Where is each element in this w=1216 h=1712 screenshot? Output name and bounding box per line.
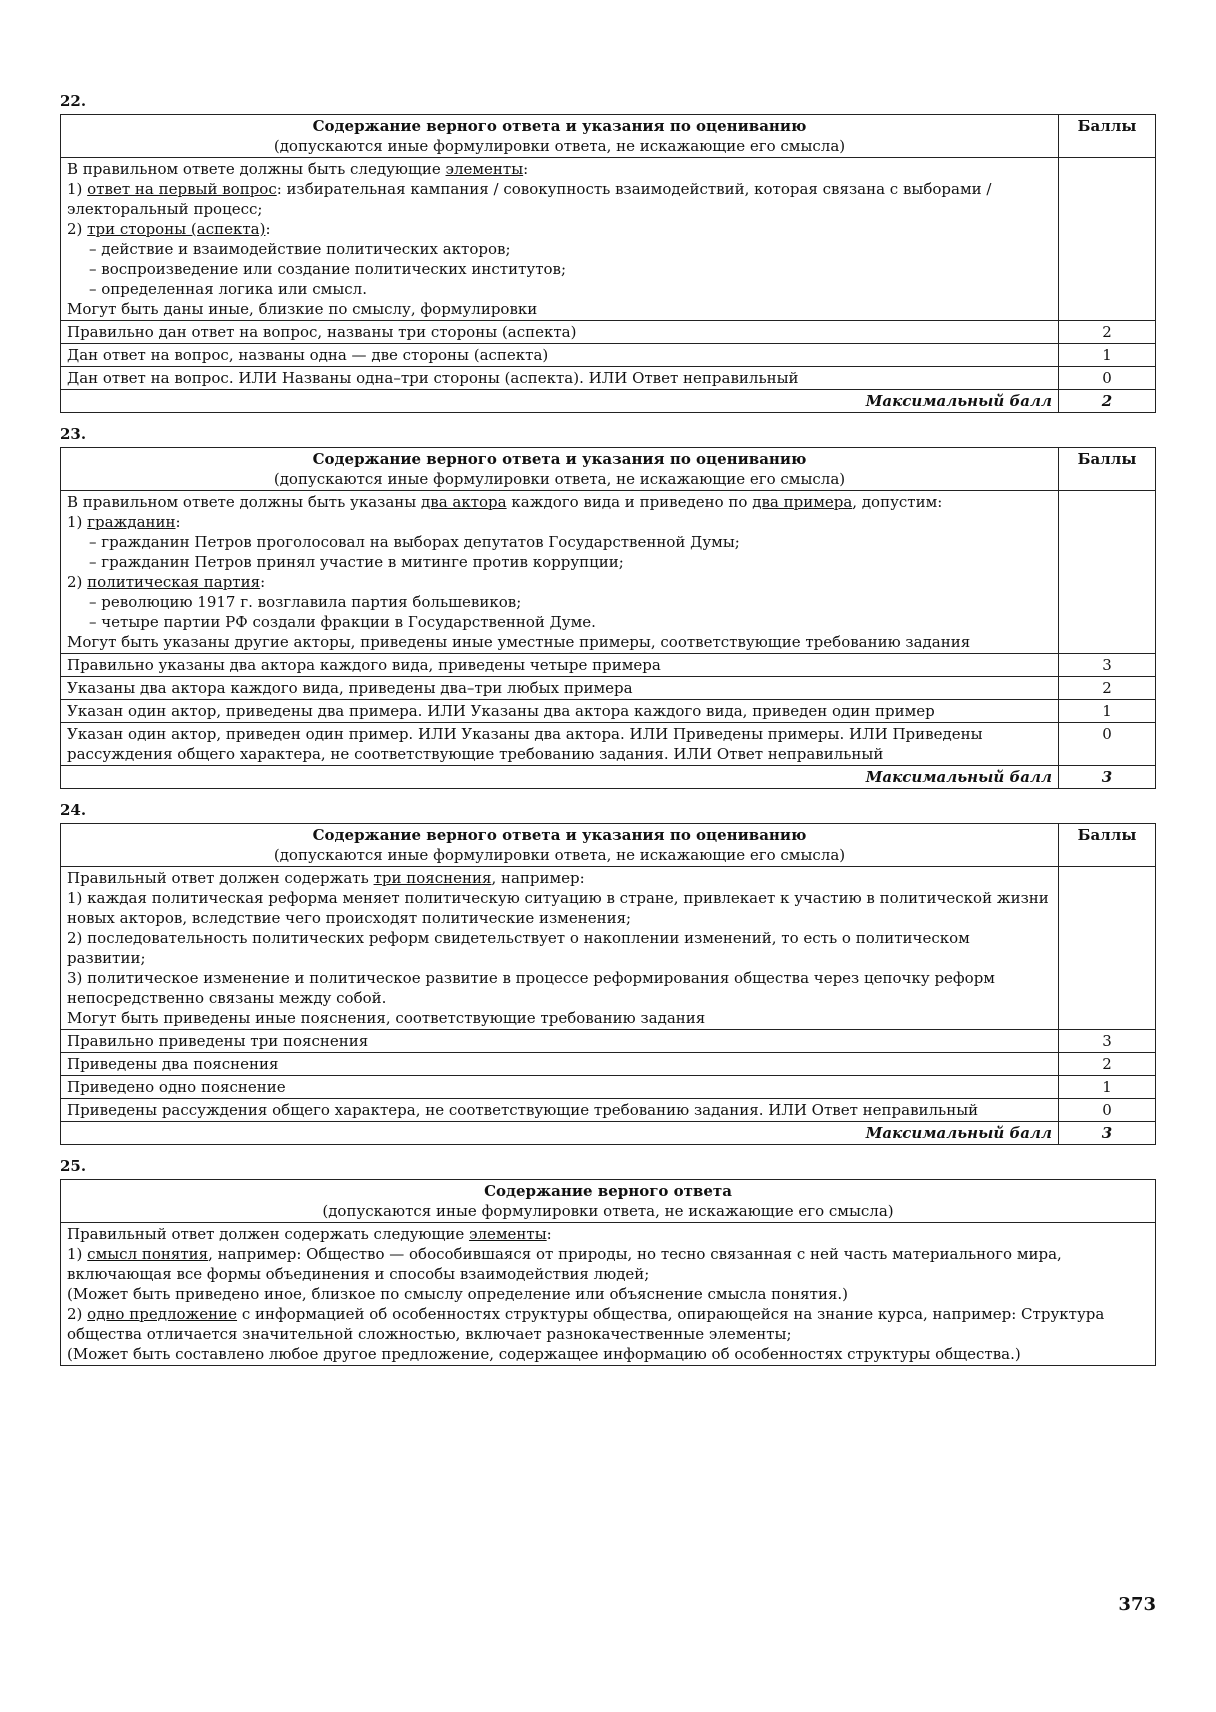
- text: :: [175, 513, 181, 531]
- table-header: [61, 1180, 1156, 1223]
- criterion-text: Указаны два актора каждого вида, приведены два–три любых примера: [61, 677, 1059, 700]
- criterion-score: 0: [1059, 723, 1156, 766]
- max-score-value: 3: [1059, 766, 1156, 789]
- header-title: Содержание верного ответа и указания по оцениванию: [312, 826, 807, 844]
- criterion-score: 2: [1059, 321, 1156, 344]
- answer-content: [61, 158, 1059, 321]
- score-column-header: Баллы: [1059, 824, 1156, 867]
- max-score-label: Максимальный балл: [61, 766, 1059, 789]
- underlined-text: политическая партия: [87, 573, 261, 591]
- text: с информацией об особенностях структуры общества, опирающейся на знание курса, например: Структура общества отличается значительной сложностью, включает разнокачественные элементы;: [67, 1305, 1105, 1343]
- criterion-score: 3: [1059, 654, 1156, 677]
- criterion-text: Правильно указаны два актора каждого вида, приведены четыре примера: [61, 654, 1059, 677]
- task-23-number: 23.: [60, 425, 87, 443]
- criterion-score: 0: [1059, 367, 1156, 390]
- item-number: 1): [67, 1245, 88, 1263]
- bullet-line: – четыре партии РФ создали фракции в Государственной Думе.: [89, 613, 596, 631]
- bullet-line: – действие и взаимодействие политических акторов;: [89, 240, 511, 258]
- criterion-text: Дан ответ на вопрос, названы одна — две стороны (аспекта): [61, 344, 1059, 367]
- task-25-table: [60, 1179, 1156, 1366]
- task-25-number: 25.: [60, 1157, 87, 1175]
- criterion-score: 2: [1059, 1053, 1156, 1076]
- underlined-text: два примера: [752, 493, 853, 511]
- text: , например: Общество — обособившаяся от природы, но тесно связанная с ней часть материального мира, включающая все формы объединения и способы взаимодействия людей;: [67, 1245, 1062, 1283]
- explanation-line: 1) каждая политическая реформа меняет политическую ситуацию в стране, привлекает к участию в политической жизни новых акторов, вследствие чего происходят политические изменения;: [67, 889, 1049, 927]
- text: :: [546, 1225, 552, 1243]
- max-score-label: Максимальный балл: [61, 1122, 1059, 1145]
- criterion-score: 1: [1059, 344, 1156, 367]
- criterion-text: Дан ответ на вопрос. ИЛИ Названы одна–три стороны (аспекта). ИЛИ Ответ неправильный: [61, 367, 1059, 390]
- text: каждого вида и приведено по: [506, 493, 753, 511]
- task-22-number: 22.: [60, 92, 87, 110]
- empty-score-cell: [1059, 158, 1156, 321]
- underlined-text: элементы: [445, 160, 524, 178]
- underlined-text: три пояснения: [373, 869, 492, 887]
- item-number: 2): [67, 1305, 88, 1323]
- text: :: [265, 220, 271, 238]
- bullet-line: – революцию 1917 г. возглавила партия большевиков;: [89, 593, 522, 611]
- text: В правильном ответе должны быть следующие: [67, 160, 446, 178]
- answer-key-page: [60, 92, 1156, 1378]
- page-number: 373: [1118, 1594, 1156, 1615]
- note-line: (Может быть составлено любое другое предложение, содержащее информацию об особенностях структуры общества.): [67, 1345, 1021, 1363]
- criterion-score: 2: [1059, 677, 1156, 700]
- answer-content: [61, 1223, 1156, 1366]
- criterion-text: Приведены два пояснения: [61, 1053, 1059, 1076]
- header-title: Содержание верного ответа и указания по оцениванию: [312, 450, 807, 468]
- explanation-line: 3) политическое изменение и политическое развитие в процессе реформирования общества через цепочку реформ непосредственно связаны между собой.: [67, 969, 995, 1007]
- bullet-line: – гражданин Петров проголосовал на выборах депутатов Государственной Думы;: [89, 533, 740, 551]
- text: Правильный ответ должен содержать: [67, 869, 374, 887]
- text: , например:: [491, 869, 585, 887]
- max-score-value: 2: [1059, 390, 1156, 413]
- empty-score-cell: [1059, 491, 1156, 654]
- criterion-text: Указан один актор, приведен один пример. ИЛИ Указаны два актора. ИЛИ Приведены примеры. ИЛИ Приведены рассуждения общего характера, не соответствующие требованию задания. ИЛИ Ответ неправильный: [61, 723, 1059, 766]
- text: : избирательная кампания / совокупность взаимодействий, которая связана с выборами / электоральный процесс;: [67, 180, 992, 218]
- answer-content: [61, 867, 1059, 1030]
- bullet-line: – воспроизведение или создание политических институтов;: [89, 260, 567, 278]
- table-header: [61, 448, 1059, 491]
- header-title: Содержание верного ответа и указания по оцениванию: [312, 117, 807, 135]
- header-title: Содержание верного ответа: [484, 1182, 732, 1200]
- criterion-text: Правильно приведены три пояснения: [61, 1030, 1059, 1053]
- criterion-score: 1: [1059, 700, 1156, 723]
- item-number: 2): [67, 573, 88, 591]
- header-subtitle: (допускаются иные формулировки ответа, не искажающие его смысла): [273, 137, 846, 155]
- criterion-text: Указан один актор, приведены два примера. ИЛИ Указаны два актора каждого вида, приведен один пример: [61, 700, 1059, 723]
- item-number: 1): [67, 513, 88, 531]
- text: :: [523, 160, 529, 178]
- underlined-text: элементы: [469, 1225, 547, 1243]
- table-header: [61, 115, 1059, 158]
- max-score-value: 3: [1059, 1122, 1156, 1145]
- answer-content: [61, 491, 1059, 654]
- criterion-score: 1: [1059, 1076, 1156, 1099]
- underlined-text: ответ на первый вопрос: [87, 180, 277, 198]
- explanation-line: 2) последовательность политических реформ свидетельствует о накоплении изменений, то есть о политическом развитии;: [67, 929, 970, 967]
- table-header: [61, 824, 1059, 867]
- criterion-score: 3: [1059, 1030, 1156, 1053]
- max-score-label: Максимальный балл: [61, 390, 1059, 413]
- header-subtitle: (допускаются иные формулировки ответа, не искажающие его смысла): [273, 470, 846, 488]
- note-line: (Может быть приведено иное, близкое по смыслу определение или объяснение смысла понятия.): [67, 1285, 849, 1303]
- criterion-text: Правильно дан ответ на вопрос, названы три стороны (аспекта): [61, 321, 1059, 344]
- task-24-number: 24.: [60, 801, 87, 819]
- task-24-table: [60, 823, 1156, 1145]
- task-23-table: [60, 447, 1156, 789]
- bullet-line: – гражданин Петров принял участие в митинге против коррупции;: [89, 553, 624, 571]
- underlined-text: три стороны (аспекта): [87, 220, 266, 238]
- bullet-line: – определенная логика или смысл.: [89, 280, 367, 298]
- text: , допустим:: [852, 493, 943, 511]
- text: В правильном ответе должны быть указаны: [67, 493, 422, 511]
- note-line: Могут быть приведены иные пояснения, соответствующие требованию задания: [67, 1009, 706, 1027]
- note-line: Могут быть указаны другие акторы, приведены иные уместные примеры, соответствующие требованию задания: [67, 633, 971, 651]
- item-number: 2): [67, 220, 88, 238]
- underlined-text: одно предложение: [87, 1305, 238, 1323]
- note-line: Могут быть даны иные, близкие по смыслу, формулировки: [67, 300, 538, 318]
- header-subtitle: (допускаются иные формулировки ответа, не искажающие его смысла): [322, 1202, 894, 1220]
- text: Правильный ответ должен содержать следующие: [67, 1225, 470, 1243]
- item-number: 1): [67, 180, 88, 198]
- text: :: [260, 573, 266, 591]
- underlined-text: гражданин: [87, 513, 176, 531]
- criterion-score: 0: [1059, 1099, 1156, 1122]
- header-subtitle: (допускаются иные формулировки ответа, не искажающие его смысла): [273, 846, 846, 864]
- empty-score-cell: [1059, 867, 1156, 1030]
- score-column-header: Баллы: [1059, 448, 1156, 491]
- criterion-text: Приведено одно пояснение: [61, 1076, 1059, 1099]
- underlined-text: два актора: [421, 493, 507, 511]
- underlined-text: смысл понятия: [87, 1245, 209, 1263]
- score-column-header: Баллы: [1059, 115, 1156, 158]
- criterion-text: Приведены рассуждения общего характера, не соответствующие требованию задания. ИЛИ Ответ неправильный: [61, 1099, 1059, 1122]
- task-22-table: [60, 114, 1156, 413]
